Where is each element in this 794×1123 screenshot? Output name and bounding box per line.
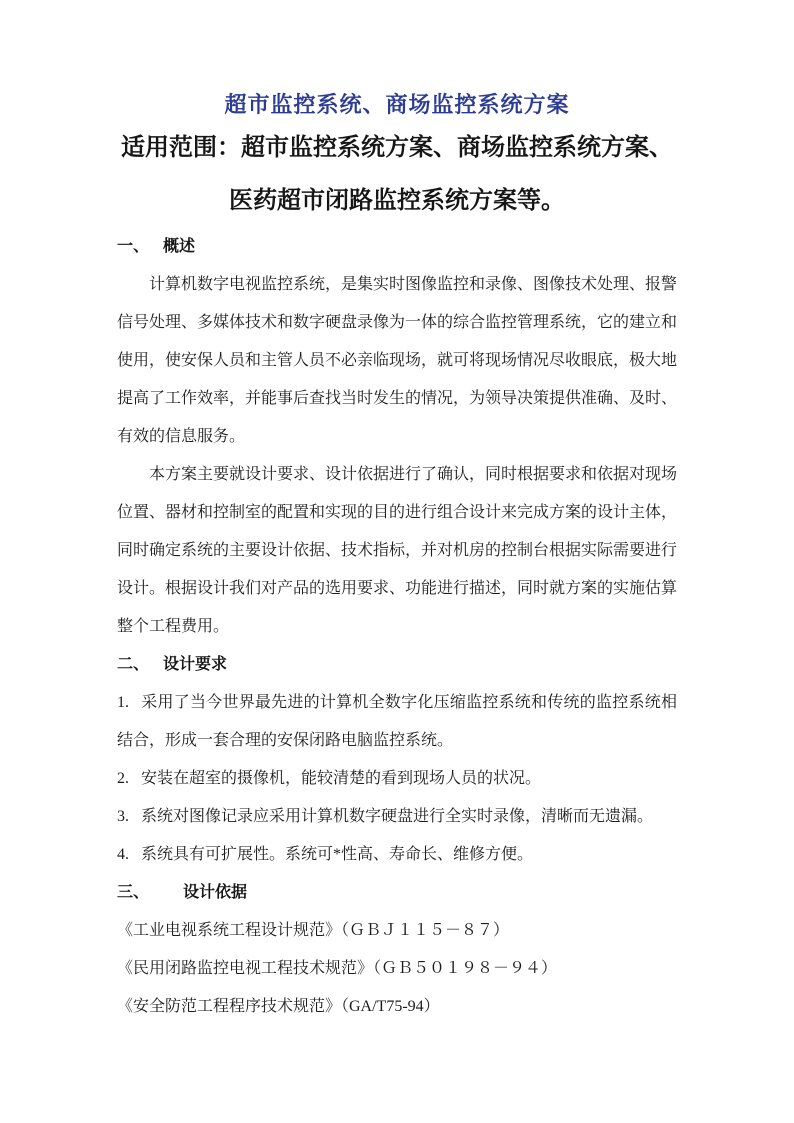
list-item-number: 2. xyxy=(117,770,129,787)
list-item-text: 安装在超室的摄像机，能较清楚的看到现场人员的状况。 xyxy=(141,770,542,787)
section-number: 一、 xyxy=(117,238,150,255)
section-number: 三、 xyxy=(117,884,150,901)
requirement-item-3 xyxy=(117,798,677,836)
list-item-number: 1. xyxy=(117,694,129,711)
list-item-text: 采用了当今世界最先进的计算机全数字化压缩监控系统和传统的监控系统相结合，形成一套合理的安保闭路电脑监控系统。 xyxy=(117,694,677,749)
list-item-text: 系统对图像记录应采用计算机数字硬盘进行全实时录像，清晰而无遗漏。 xyxy=(141,808,654,825)
section-heading-label: 设计要求 xyxy=(163,656,228,673)
list-item-number: 4. xyxy=(117,846,129,863)
reference-standard-1: 《工业电视系统工程设计规范》（ＧＢＪ１１５－８７） xyxy=(117,922,510,939)
reference-standard-2: 《民用闭路监控电视工程技术规范》（ＧＢ５０１９８－９４） xyxy=(117,960,558,977)
subtitle-line-1: 适用范围：超市监控系统方案、商场监控系统方案、 xyxy=(121,135,673,161)
document-subtitle xyxy=(117,122,677,228)
section-design-basis xyxy=(117,874,677,1026)
section-heading-label: 设计依据 xyxy=(183,884,248,901)
list-item-text: 系统具有可扩展性。系统可*性高、寿命长、维修方便。 xyxy=(141,846,534,863)
section-design-requirements xyxy=(117,646,677,874)
section-heading-label: 概述 xyxy=(163,238,196,255)
document-title: 超市监控系统、商场监控系统方案 xyxy=(224,92,570,117)
requirement-item-4 xyxy=(117,836,677,874)
reference-standard-3: 《安全防范工程程序技术规范》（GA/T75-94） xyxy=(117,998,440,1015)
overview-paragraph-1: 计算机数字电视监控系统，是集实时图像监控和录像、图像技术处理、报警信号处理、多媒体技术和数字硬盘录像为一体的综合监控管理系统，它的建立和使用，使安保人员和主管人员不必亲临现场，就可将现场情况尽收眼底，极大地提高了工作效率，并能事后查找当时发生的情况，为领导决策提供准确、及时、有效的信息服务。 xyxy=(117,276,678,445)
requirement-item-2 xyxy=(117,760,677,798)
section-heading-design-basis xyxy=(117,874,677,912)
overview-paragraph-2: 本方案主要就设计要求、设计依据进行了确认，同时根据要求和依据对现场位置、器材和控制室的配置和实现的目的进行组合设计来完成方案的设计主体，同时确定系统的主要设计依据、技术指标，并对机房的控制台根据实际需要进行设计。根据设计我们对产品的选用要求、功能进行描述，同时就方案的实施估算整个工程费用。 xyxy=(117,466,678,635)
list-item-number: 3. xyxy=(117,808,129,825)
subtitle-line-2: 医药超市闭路监控系统方案等。 xyxy=(229,188,565,214)
section-heading-design-requirements xyxy=(117,646,677,684)
requirement-item-1 xyxy=(117,684,677,760)
section-number: 二、 xyxy=(117,656,150,673)
section-heading-overview xyxy=(117,228,677,266)
section-overview xyxy=(117,228,677,646)
